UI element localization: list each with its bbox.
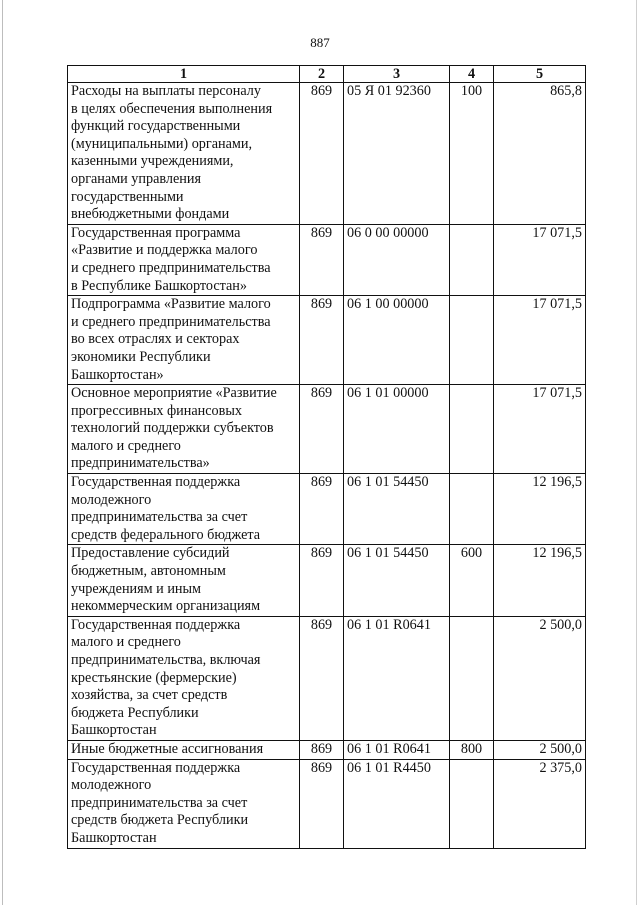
amount-cell: 2 500,0 [494,616,586,740]
expense-name-line: функций государственными [71,118,241,135]
header-col-1: 1 [68,66,300,83]
amount-cell: 865,8 [494,83,586,225]
scan-edge-left [2,0,3,905]
expense-name-cell [68,759,300,848]
target-article-cell: 06 1 01 54450 [344,545,450,616]
amount-cell: 17 071,5 [494,296,586,385]
expense-name-line: учреждениям и иным [71,580,202,597]
target-article-cell: 06 0 00 00000 [344,224,450,295]
amount-cell: 2 375,0 [494,759,586,848]
table-row [68,296,586,385]
amount-cell: 17 071,5 [494,224,586,295]
expense-name-line: внебюджетными фондами [71,206,230,223]
expense-name-cell [68,545,300,616]
expense-name-line: Государственная поддержка [71,474,241,491]
table-row [68,759,586,848]
expense-name-line: некоммерческим организациям [71,598,261,615]
expense-name-line: Башкортостан [71,829,157,846]
expense-name-line: Иные бюджетные ассигнования [71,740,264,757]
ministry-code-cell: 869 [300,296,344,385]
expense-name-line: Башкортостан» [71,366,164,383]
expense-name-cell [68,740,300,759]
expense-type-cell: 800 [450,740,494,759]
header-row [68,66,586,83]
ministry-code-cell: 869 [300,545,344,616]
target-article-cell: 06 1 01 R0641 [344,740,450,759]
amount-cell: 12 196,5 [494,474,586,545]
scan-edge-right [636,0,637,905]
page-number: 887 [310,35,330,50]
expense-name-line: и среднего предпринимательства [71,313,271,330]
table-row [68,385,586,474]
expense-name-line: Башкортостан [71,722,157,739]
expense-name-line: предпринимательства за счет [71,509,248,526]
expense-name-line: малого и среднего [71,634,181,651]
expense-name-cell [68,616,300,740]
expense-name-line: средств федерального бюджета [71,526,261,543]
table-row [68,616,586,740]
ministry-code-cell: 869 [300,740,344,759]
target-article-cell: 06 1 01 54450 [344,474,450,545]
expense-name-line: Расходы на выплаты персоналу [71,83,261,99]
header-col-3: 3 [344,66,450,83]
expense-name-line: малого и среднего [71,437,181,454]
expense-name-line: органами управления [71,170,201,187]
table-row [68,545,586,616]
expense-name-line: предпринимательства за счет [71,794,248,811]
expense-name-line: в целях обеспечения выполнения [71,100,273,117]
expense-name-line: во всех отраслях и секторах [71,331,240,348]
header-col-2: 2 [300,66,344,83]
expense-type-cell [450,385,494,474]
expense-type-cell: 600 [450,545,494,616]
expense-name-line: предпринимательства» [71,455,210,472]
table-row [68,83,586,225]
table-body [68,83,586,849]
expense-name-cell [68,224,300,295]
expense-name-line: Подпрограмма «Развитие малого [71,296,271,313]
expense-name-line: крестьянские (фермерские) [71,669,237,686]
expense-type-cell [450,759,494,848]
table-row [68,224,586,295]
ministry-code-cell: 869 [300,759,344,848]
expense-type-cell [450,296,494,385]
expense-name-cell [68,296,300,385]
expense-name-cell [68,83,300,225]
expense-name-line: Предоставление субсидий [71,545,230,562]
expense-type-cell: 100 [450,83,494,225]
target-article-cell: 06 1 01 R0641 [344,616,450,740]
budget-table [67,65,586,849]
expense-name-line: и среднего предпринимательства [71,259,271,276]
target-article-cell: 06 1 01 00000 [344,385,450,474]
target-article-cell: 06 1 01 R4450 [344,759,450,848]
expense-name-line: экономики Республики [71,348,211,365]
target-article-cell: 06 1 00 00000 [344,296,450,385]
expense-name-line: государственными [71,188,184,205]
ministry-code-cell: 869 [300,616,344,740]
expense-name-line: средств бюджета Республики [71,812,249,829]
expense-type-cell [450,474,494,545]
expense-name-line: хозяйства, за счет средств [71,687,228,704]
ministry-code-cell: 869 [300,224,344,295]
ministry-code-cell: 869 [300,474,344,545]
expense-name-line: (муниципальными) органами, [71,135,253,152]
expense-name-line: технологий поддержки субъектов [71,420,274,437]
table-row [68,740,586,759]
expense-name-line: Государственная поддержка [71,759,241,776]
expense-name-line: Основное мероприятие «Развитие [71,385,277,402]
ministry-code-cell: 869 [300,385,344,474]
expense-name-line: Государственная поддержка [71,616,241,633]
expense-type-cell [450,224,494,295]
amount-cell: 17 071,5 [494,385,586,474]
expense-type-cell [450,616,494,740]
amount-cell: 2 500,0 [494,740,586,759]
header-col-4: 4 [450,66,494,83]
amount-cell: 12 196,5 [494,545,586,616]
expense-name-line: прогрессивных финансовых [71,402,242,419]
expense-name-cell [68,474,300,545]
expense-name-line: предпринимательства, включая [71,652,261,668]
expense-name-line: бюджетным, автономным [71,563,226,580]
expense-name-line: Государственная программа [71,224,241,241]
expense-name-line: казенными учреждениями, [71,153,234,170]
expense-name-line: «Развитие и поддержка малого [71,242,258,259]
expense-name-cell [68,385,300,474]
target-article-cell: 05 Я 01 92360 [344,83,450,225]
expense-name-line: бюджета Республики [71,704,199,721]
header-col-5: 5 [494,66,586,83]
expense-name-line: молодежного [71,491,152,508]
expense-name-line: в Республике Башкортостан» [71,277,247,294]
table-row [68,474,586,545]
expense-name-line: молодежного [71,777,152,794]
ministry-code-cell: 869 [300,83,344,225]
